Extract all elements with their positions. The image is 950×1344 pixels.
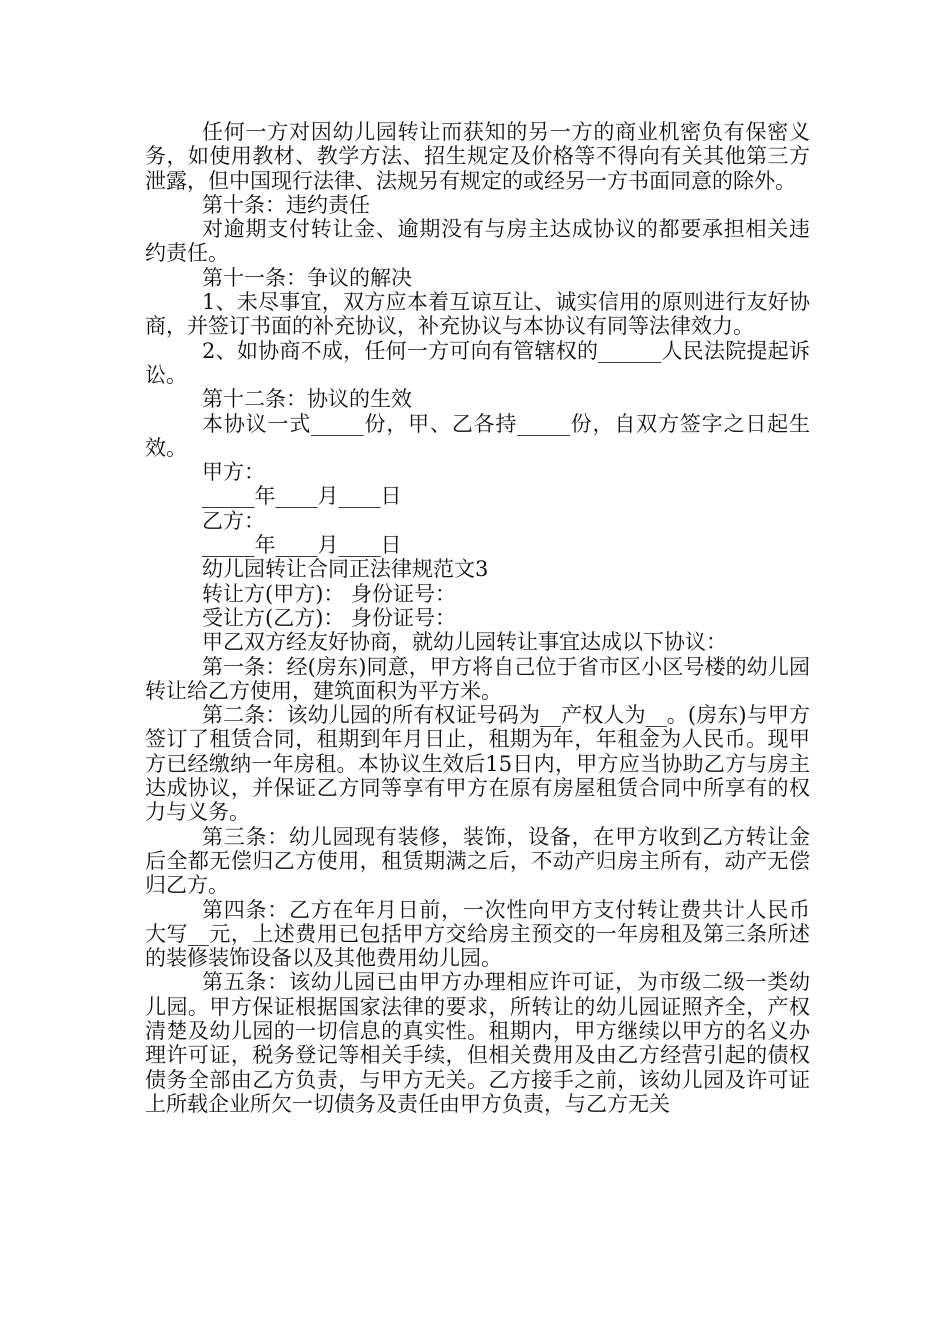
paragraph-confidentiality: 任何一方对因幼儿园转让而获知的另一方的商业机密负有保密义务，如使用教材、教学方法、招生规定及价格等不得向有关其他第三方泄露，但中国现行法律、法规另有规定的或经另一方书面同意的除外。 [145, 120, 810, 193]
paragraph-dispute-1: 1、未尽事宜，双方应本着互谅互让、诚实信用的原则进行友好协商，并签订书面的补充协议，补充协议与本协议有同等法律效力。 [145, 290, 810, 339]
paragraph-agreement-intro: 甲乙双方经友好协商，就幼儿园转让事宜达成以下协议： [202, 630, 727, 655]
party-a-date-line: _____年____月____日 [202, 484, 402, 509]
party-b-date-line: _____年____月____日 [202, 533, 402, 558]
transferee-line: 受让方(乙方)： 身份证号： [202, 605, 457, 630]
document-page [145, 120, 810, 1116]
party-a-signature-label: 甲方： [202, 460, 265, 485]
paragraph-effect: 本协议一式_____份，甲、乙各持_____份，自双方签字之日起生效。 [145, 411, 810, 460]
article-11-heading: 第十一条：争议的解决 [202, 265, 412, 290]
paragraph-breach: 对逾期支付转让金、逾期没有与房主达成协议的都要承担相关违约责任。 [145, 217, 810, 266]
article-10-heading: 第十条：违约责任 [202, 192, 370, 217]
article-5: 第五条：该幼儿园已由甲方办理相应许可证，为市级二级一类幼儿园。甲方保证根据国家法律的要求，所转让的幼儿园证照齐全，产权清楚及幼儿园的一切信息的真实性。租期内，甲方继续以甲方的名义办理许可证，税务登记等相关手续，但相关费用及由乙方经营引起的债权债务全部由乙方负责，与甲方无关。乙方接手之前，该幼儿园及许可证上所载企业所欠一切债务及责任由甲方负责，与乙方无关 [145, 970, 810, 1116]
article-2: 第二条：该幼儿园的所有权证号码为__产权人为__。(房东)与甲方签订了租赁合同，租期到年月日止，租期为年，年租金为人民币。现甲方已经缴纳一年房租。本协议生效后15日内，甲方应当协助乙方与房主达成协议，并保证乙方同等享有甲方在原有房屋租赁合同中所享有的权力与义务。 [145, 703, 810, 825]
article-3: 第三条：幼儿园现有装修，装饰，设备，在甲方收到乙方转让金后全都无偿归乙方使用，租赁期满之后，不动产归房主所有，动产无偿归乙方。 [145, 824, 810, 898]
article-12-heading: 第十二条：协议的生效 [202, 387, 412, 412]
document-section-title: 幼儿园转让合同正法律规范文3 [202, 557, 489, 582]
transferor-line: 转让方(甲方)： 身份证号： [202, 581, 457, 606]
article-4: 第四条：乙方在年月日前，一次性向甲方支付转让费共计人民币大写__元，上述费用已包括甲方交给房主预交的一年房租及第三条所述的装修装饰设备以及其他费用幼儿园。 [145, 897, 810, 971]
article-1: 第一条：经(房东)同意，甲方将自己位于省市区小区号楼的幼儿园转让给乙方使用，建筑面积为平方米。 [145, 654, 810, 703]
party-b-signature-label: 乙方： [202, 508, 265, 533]
paragraph-dispute-2: 2、如协商不成，任何一方可向有管辖权的______人民法院提起诉讼。 [145, 338, 810, 387]
